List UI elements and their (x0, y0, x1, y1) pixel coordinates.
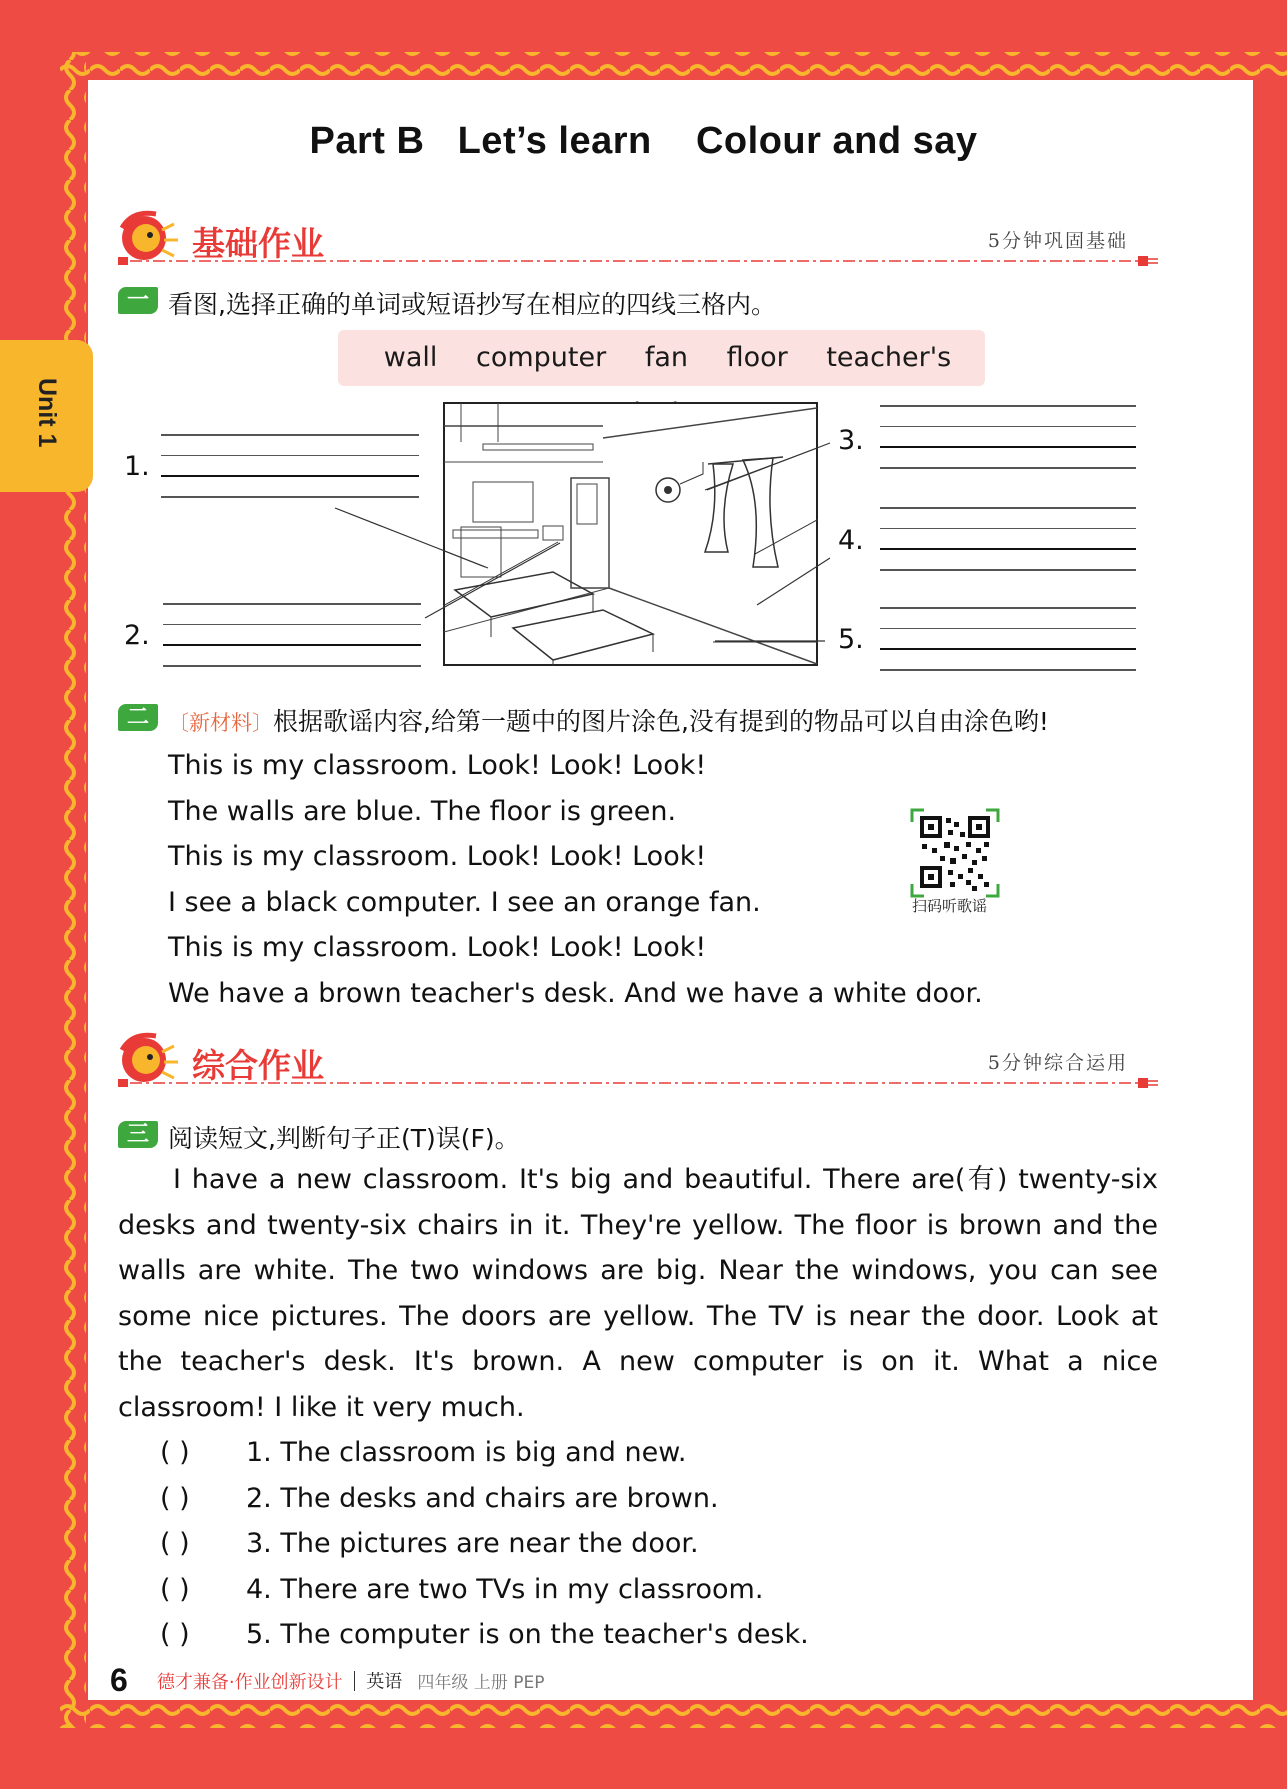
section-divider (118, 1077, 1158, 1089)
song-line: This is my classroom. Look! Look! Look! (168, 932, 707, 963)
qr-code-label: 扫码听歌谣 (912, 897, 988, 915)
section-header-basic (118, 208, 1158, 268)
tf-item-text: 2. The desks and chairs are brown. (246, 1482, 719, 1514)
song-line: I see a black computer. I see an orange fan. (168, 886, 761, 918)
answer-blank[interactable]: ( ) (160, 1437, 190, 1468)
section-label: 综合作业 (192, 1046, 324, 1085)
unit-tab (0, 340, 93, 492)
writing-lines-3[interactable] (880, 405, 1136, 488)
song-line: We have a brown teacher's desk. And we have a white door. (168, 977, 983, 1009)
tf-item-3 (160, 1521, 809, 1567)
word-bank-item: fan (644, 342, 688, 373)
footer-grade: 四年级 上册 PEP (417, 1673, 545, 1693)
tf-item-5 (160, 1612, 809, 1658)
footer-subject: 英语 (366, 1671, 403, 1693)
word-bank-item: floor (726, 342, 788, 373)
footer-separator (354, 1671, 356, 1691)
tf-item-text: 4. There are two TVs in my classroom. (246, 1573, 764, 1605)
true-false-list (160, 1430, 809, 1658)
picture-number-1: 1. (124, 451, 150, 482)
unit-tab-label: Unit 1 (33, 378, 61, 448)
writing-lines-1[interactable] (161, 434, 419, 517)
tf-item-4 (160, 1567, 809, 1613)
word-bank-item: teacher's (826, 342, 952, 373)
tf-item-2 (160, 1476, 809, 1522)
song-line: This is my classroom. Look! Look! Look! (168, 750, 707, 781)
page-title: Part B Let’s learn Colour and say (309, 120, 978, 162)
answer-blank[interactable]: ( ) (160, 1619, 190, 1650)
section-divider (118, 255, 1158, 267)
section-subtitle: 5分钟综合运用 (987, 1052, 1128, 1074)
picture-number-5: 5. (838, 624, 864, 655)
writing-lines-4[interactable] (880, 507, 1136, 590)
page-footer (110, 1662, 544, 1699)
song-line: This is my classroom. Look! Look! Look! (168, 841, 707, 872)
tf-item-text: 5. The computer is on the teacher's desk. (246, 1619, 809, 1650)
qr-code-icon[interactable] (910, 808, 1000, 898)
section-label: 基础作业 (192, 224, 324, 263)
tf-item-1 (160, 1430, 809, 1476)
question-instruction-2 (168, 702, 1049, 738)
song-line: The walls are blue. The floor is green. (168, 795, 677, 827)
writing-lines-2[interactable] (163, 603, 421, 686)
word-bank-item: computer (476, 342, 607, 373)
picture-number-2: 2. (124, 620, 150, 651)
question-badge-2: 二 (118, 704, 158, 731)
answer-blank[interactable]: ( ) (160, 1528, 190, 1559)
tf-item-text: 3. The pictures are near the door. (246, 1528, 699, 1559)
question-instruction-3: 阅读短文,判断句子正(T)误(F)。 (168, 1124, 520, 1153)
footer-brand: 德才兼备·作业创新设计 (156, 1671, 343, 1693)
new-material-tag: 〔新材料〕 (168, 711, 273, 735)
section-subtitle: 5分钟巩固基础 (987, 230, 1128, 252)
word-bank (338, 330, 985, 386)
answer-blank[interactable]: ( ) (160, 1482, 190, 1514)
tf-item-text: 1. The classroom is big and new. (246, 1437, 687, 1468)
picture-number-4: 4. (838, 525, 864, 556)
question-instruction-1: 看图,选择正确的单词或短语抄写在相应的四线三格内。 (168, 290, 776, 319)
word-bank-item: wall (383, 342, 438, 373)
section-header-comprehensive (118, 1030, 1158, 1090)
question-instruction-text: 根据歌谣内容,给第一题中的图片涂色,没有提到的物品可以自由涂色哟! (273, 707, 1049, 736)
passage-text: I have a new classroom. It's big and beautiful. There are(有) twenty-six desks and twenty-six chairs in it. They're yellow. The floor is brown and the walls are white. The two windows are big. Near the windows, you can see some nice pictures. The doors are yellow. The TV is near the door. Look at the teacher's desk. It's brown. A new computer is on it. What a nice classroom! I like it very much. (118, 1164, 1158, 1423)
writing-lines-5[interactable] (880, 607, 1136, 690)
reading-passage (118, 1157, 1158, 1430)
song-lyrics (168, 743, 983, 1016)
question-badge-1: 一 (118, 287, 158, 314)
page-number: 6 (110, 1662, 128, 1698)
question-badge-3: 三 (118, 1121, 158, 1148)
picture-number-3: 3. (838, 425, 864, 456)
answer-blank[interactable]: ( ) (160, 1573, 190, 1605)
